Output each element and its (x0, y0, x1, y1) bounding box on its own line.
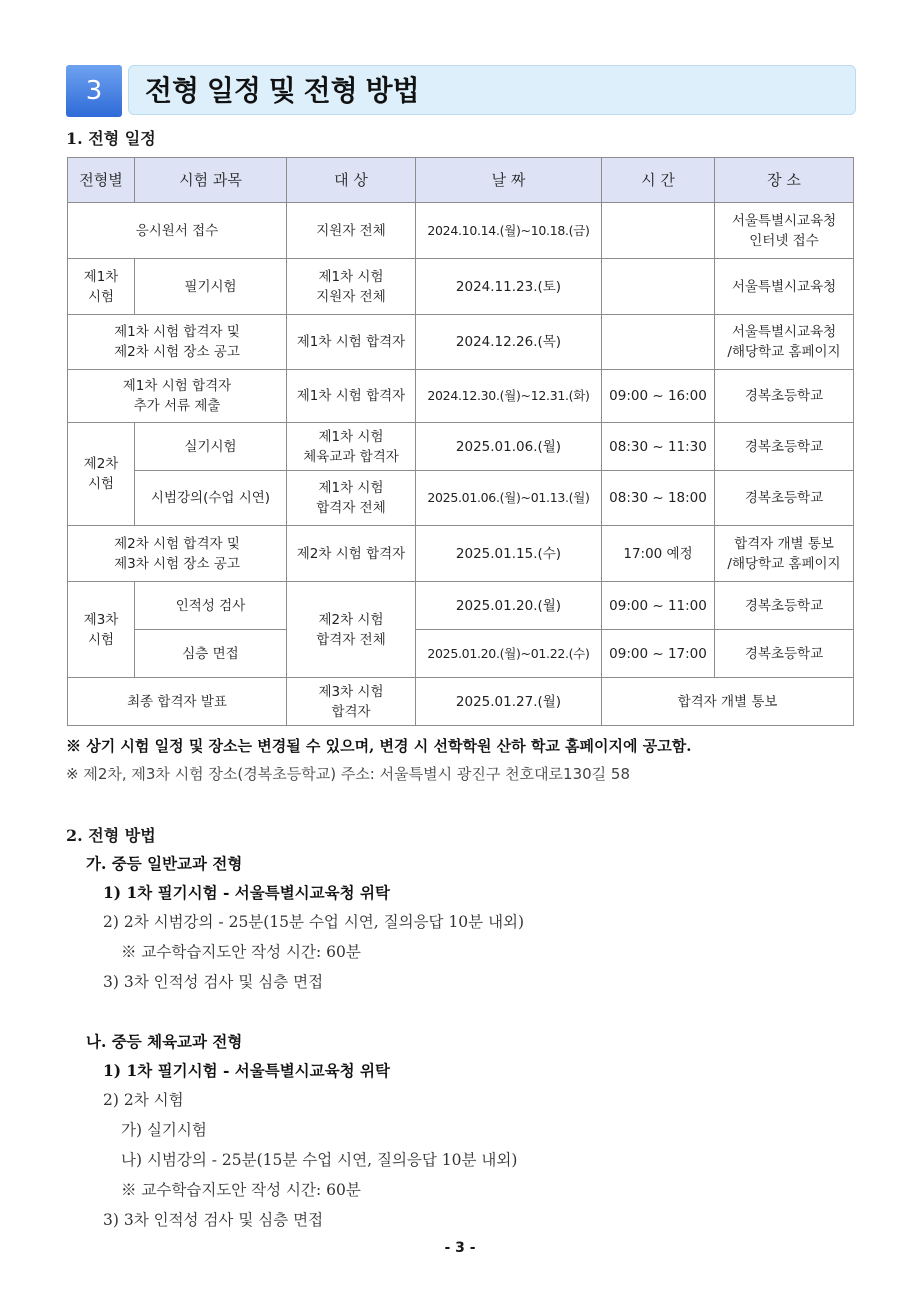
schedule-change-note: ※ 상기 시험 일정 및 장소는 변경될 수 있으며, 변경 시 선학학원 산하 학교 홈페이지에 공고함. (66, 737, 692, 755)
cell-place: 경복초등학교 (715, 370, 854, 423)
cell-time (602, 315, 715, 370)
cell-date: 2024.10.14.(월)~10.18.(금) (416, 203, 602, 259)
cell-subject: 실기시험 (135, 423, 287, 471)
pe-step-2a: 가) 실기시험 (121, 1121, 207, 1139)
cell-time-place: 합격자 개별 통보 (602, 678, 854, 726)
exam-address-note: ※ 제2차, 제3차 시험 장소(경복초등학교) 주소: 서울특별시 광진구 천호대로130길 58 (66, 765, 631, 783)
cell-date: 2025.01.27.(월) (416, 678, 602, 726)
header-target: 대 상 (287, 158, 416, 203)
header-date: 날 짜 (416, 158, 602, 203)
table-row (68, 526, 854, 582)
general-step-1: 1) 1차 필기시험 - 서울특별시교육청 위탁 (103, 883, 390, 902)
pe-step-3: 3) 3차 인적성 검사 및 심층 면접 (103, 1211, 324, 1229)
cell-time: 09:00 ~ 11:00 (602, 582, 715, 630)
table-row (68, 630, 854, 678)
cell-time (602, 203, 715, 259)
pe-step-2b: 나) 시범강의 - 25분(15분 수업 시연, 질의응답 10분 내외) (121, 1151, 518, 1169)
header-type: 전형별 (68, 158, 135, 203)
cell-time (602, 259, 715, 315)
header-subject: 시험 과목 (135, 158, 287, 203)
table-row (68, 203, 854, 259)
general-step-2-note: ※ 교수학습지도안 작성 시간: 60분 (121, 943, 361, 961)
cell-date: 2025.01.20.(월) (416, 582, 602, 630)
cell-subject: 인적성 검사 (135, 582, 287, 630)
header-place: 장 소 (715, 158, 854, 203)
cell-target: 제1차 시험 합격자 (287, 370, 416, 423)
cell-subject: 필기시험 (135, 259, 287, 315)
cell-target: 제1차 시험 지원자 전체 (287, 259, 416, 315)
cell-time: 17:00 예정 (602, 526, 715, 582)
cell-type: 제3차 시험 (68, 582, 135, 678)
cell-place: 서울특별시교육청 /해당학교 홈페이지 (715, 315, 854, 370)
table-header-row (68, 158, 854, 203)
cell-subject: 최종 합격자 발표 (68, 678, 287, 726)
cell-target: 지원자 전체 (287, 203, 416, 259)
cell-type: 제2차 시험 (68, 423, 135, 526)
table-row (68, 370, 854, 423)
cell-place: 경복초등학교 (715, 471, 854, 526)
table-row (68, 678, 854, 726)
general-track-title: 가. 중등 일반교과 전형 (86, 854, 243, 873)
general-step-2: 2) 2차 시범강의 - 25분(15분 수업 시연, 질의응답 10분 내외) (103, 913, 525, 931)
table-row (68, 423, 854, 471)
section-number: 3 (66, 65, 122, 117)
pe-step-2b-note: ※ 교수학습지도안 작성 시간: 60분 (121, 1181, 361, 1199)
table-row (68, 471, 854, 526)
header-time: 시 간 (602, 158, 715, 203)
cell-place: 경복초등학교 (715, 582, 854, 630)
general-step-3: 3) 3차 인적성 검사 및 심층 면접 (103, 973, 324, 991)
cell-subject: 제1차 시험 합격자 추가 서류 제출 (68, 370, 287, 423)
cell-place: 합격자 개별 통보 /해당학교 홈페이지 (715, 526, 854, 582)
cell-time: 08:30 ~ 18:00 (602, 471, 715, 526)
cell-target: 제1차 시험 체육교과 합격자 (287, 423, 416, 471)
method-heading: 2. 전형 방법 (66, 826, 156, 845)
cell-subject: 응시원서 접수 (68, 203, 287, 259)
cell-date: 2024.11.23.(토) (416, 259, 602, 315)
cell-type: 제1차 시험 (68, 259, 135, 315)
schedule-heading: 1. 전형 일정 (66, 129, 156, 148)
cell-date: 2025.01.06.(월) (416, 423, 602, 471)
cell-target: 제1차 시험 합격자 전체 (287, 471, 416, 526)
cell-subject: 시범강의(수업 시연) (135, 471, 287, 526)
cell-date: 2024.12.30.(월)~12.31.(화) (416, 370, 602, 423)
cell-time: 09:00 ~ 17:00 (602, 630, 715, 678)
cell-place: 경복초등학교 (715, 423, 854, 471)
cell-time: 09:00 ~ 16:00 (602, 370, 715, 423)
section-header (66, 65, 856, 117)
cell-target: 제2차 시험 합격자 (287, 526, 416, 582)
cell-subject: 심층 면접 (135, 630, 287, 678)
pe-track-title: 나. 중등 체육교과 전형 (86, 1032, 243, 1051)
table-row (68, 259, 854, 315)
pe-step-1: 1) 1차 필기시험 - 서울특별시교육청 위탁 (103, 1061, 390, 1080)
cell-date: 2025.01.15.(수) (416, 526, 602, 582)
cell-target: 제3차 시험 합격자 (287, 678, 416, 726)
section-title: 전형 일정 및 전형 방법 (128, 65, 856, 115)
cell-place: 서울특별시교육청 인터넷 접수 (715, 203, 854, 259)
page-number: - 3 - (444, 1240, 476, 1256)
cell-time: 08:30 ~ 11:30 (602, 423, 715, 471)
table-row (68, 315, 854, 370)
table-row (68, 582, 854, 630)
cell-subject: 제2차 시험 합격자 및 제3차 시험 장소 공고 (68, 526, 287, 582)
cell-subject: 제1차 시험 합격자 및 제2차 시험 장소 공고 (68, 315, 287, 370)
cell-place: 서울특별시교육청 (715, 259, 854, 315)
cell-date: 2025.01.06.(월)~01.13.(월) (416, 471, 602, 526)
cell-target: 제2차 시험 합격자 전체 (287, 582, 416, 678)
cell-date: 2024.12.26.(목) (416, 315, 602, 370)
pe-step-2: 2) 2차 시험 (103, 1091, 184, 1109)
cell-target: 제1차 시험 합격자 (287, 315, 416, 370)
cell-date: 2025.01.20.(월)~01.22.(수) (416, 630, 602, 678)
schedule-table (67, 157, 854, 726)
cell-place: 경복초등학교 (715, 630, 854, 678)
